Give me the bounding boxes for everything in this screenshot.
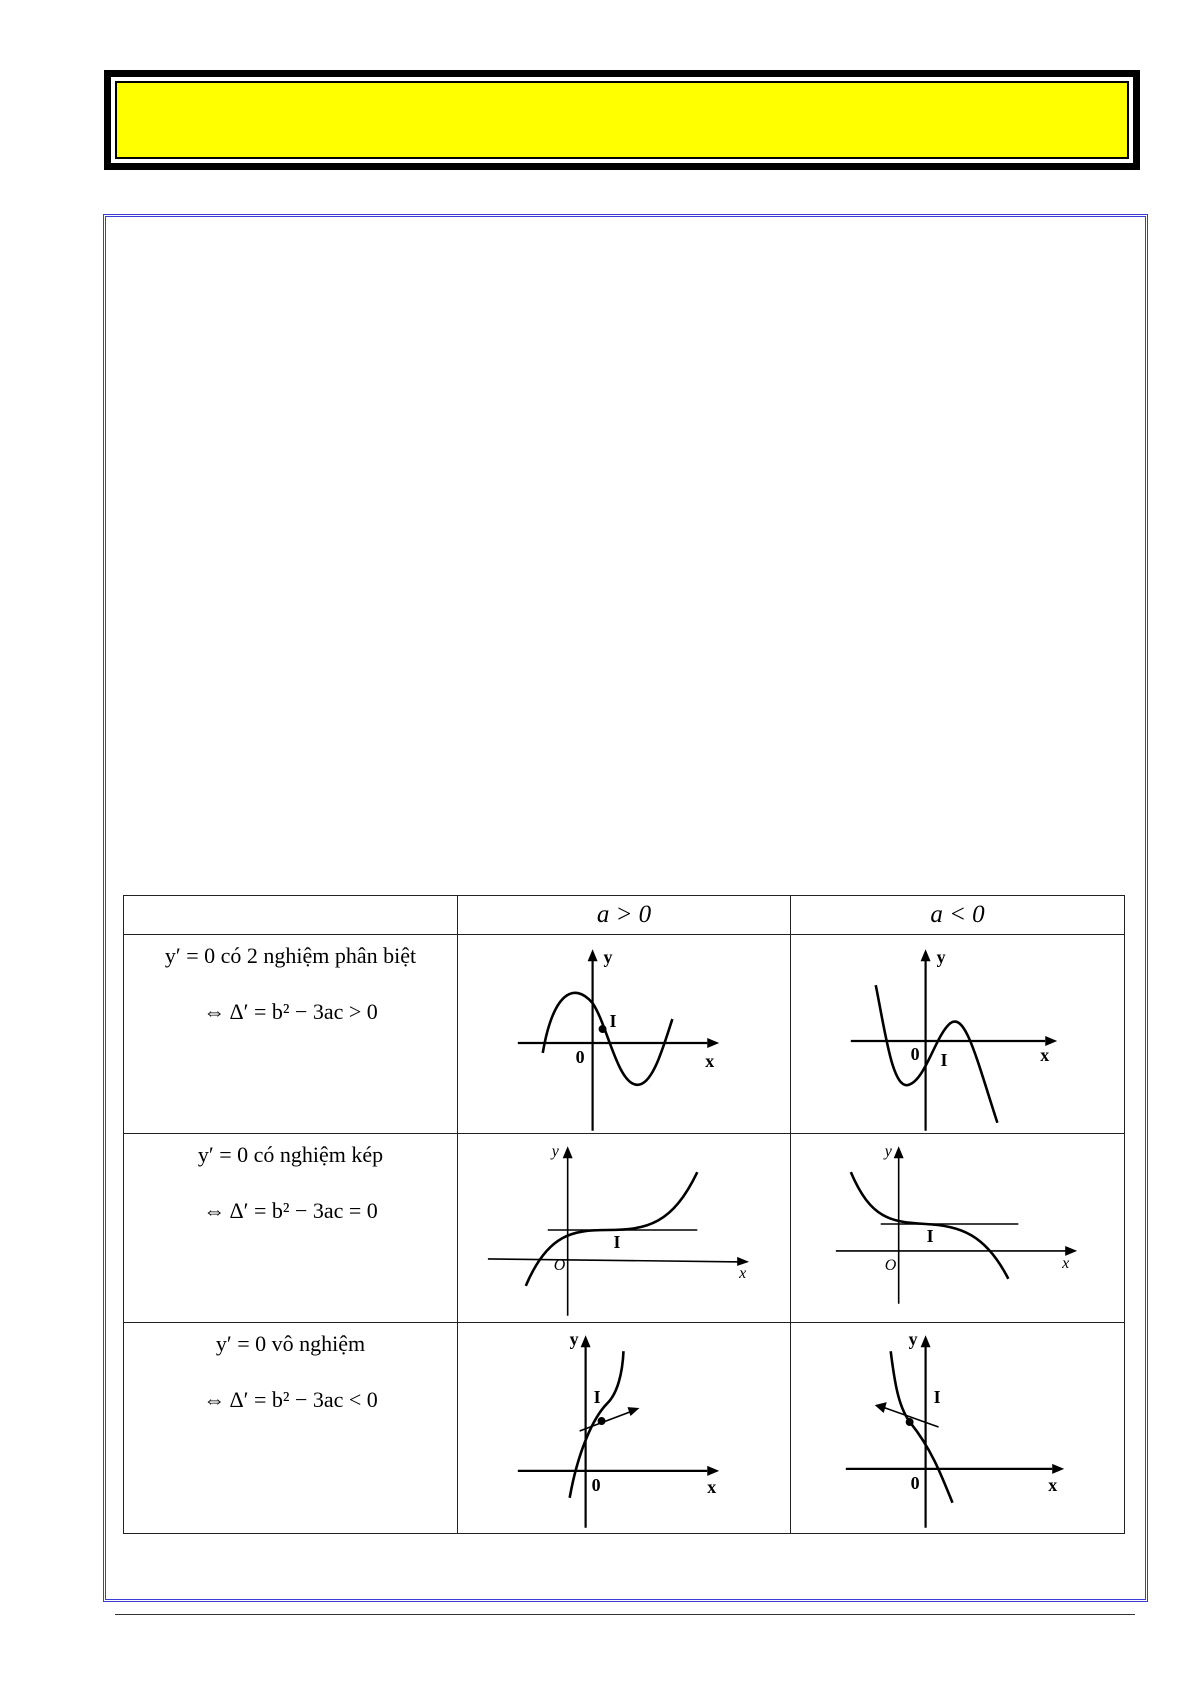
i-label: I bbox=[609, 1011, 617, 1032]
graph-double-root-a-neg bbox=[791, 1134, 1125, 1323]
header-empty bbox=[124, 896, 458, 935]
x-label: x bbox=[739, 1264, 747, 1282]
case-double-root bbox=[124, 1134, 458, 1323]
origin-label: O bbox=[884, 1256, 897, 1274]
x-label: x bbox=[1040, 1044, 1050, 1065]
y-label: y bbox=[936, 947, 946, 968]
header-a-negative: a < 0 bbox=[791, 896, 1125, 935]
condition-text: y′ = 0 có nghiệm kép bbox=[197, 1142, 384, 1167]
header-a-positive: a > 0 bbox=[458, 896, 791, 935]
graph-double-root-a-pos bbox=[458, 1134, 791, 1323]
title-banner bbox=[104, 70, 1140, 170]
footer-rule bbox=[115, 1614, 1135, 1615]
origin-label: O bbox=[553, 1256, 566, 1274]
graph-no-root-a-neg bbox=[791, 1323, 1125, 1534]
y-label: y bbox=[908, 1329, 918, 1350]
graph-two-roots-a-neg bbox=[791, 935, 1125, 1134]
i-label: I bbox=[933, 1387, 941, 1408]
origin-label: 0 bbox=[910, 1472, 920, 1493]
graph-two-roots-a-pos bbox=[458, 935, 791, 1134]
x-label: x bbox=[705, 1050, 715, 1071]
condition-text: y′ = 0 vô nghiệm bbox=[215, 1331, 366, 1356]
cubic-graph-table bbox=[123, 895, 1125, 1534]
y-label: y bbox=[603, 947, 613, 968]
case-no-root bbox=[124, 1323, 458, 1534]
y-label: y bbox=[884, 1143, 892, 1161]
origin-label: 0 bbox=[575, 1046, 585, 1067]
x-label: x bbox=[1062, 1254, 1070, 1272]
i-label: I bbox=[926, 1225, 934, 1246]
condition-text: y′ = 0 có 2 nghiệm phân biệt bbox=[164, 943, 417, 968]
origin-label: 0 bbox=[910, 1043, 920, 1064]
i-label: I bbox=[613, 1231, 621, 1252]
x-label: x bbox=[707, 1476, 717, 1497]
y-label: y bbox=[551, 1143, 559, 1161]
i-label: I bbox=[940, 1049, 948, 1070]
graph-no-root-a-pos bbox=[458, 1323, 791, 1534]
i-label: I bbox=[593, 1387, 601, 1408]
discriminant-text: ⇔ Δ′ = b² − 3ac > 0 bbox=[203, 999, 378, 1024]
y-label: y bbox=[569, 1329, 579, 1350]
origin-label: 0 bbox=[591, 1474, 601, 1495]
discriminant-text: ⇔ Δ′ = b² − 3ac = 0 bbox=[203, 1198, 378, 1223]
discriminant-text: ⇔ Δ′ = b² − 3ac < 0 bbox=[203, 1387, 378, 1412]
case-two-roots bbox=[124, 935, 458, 1134]
x-label: x bbox=[1048, 1474, 1058, 1495]
